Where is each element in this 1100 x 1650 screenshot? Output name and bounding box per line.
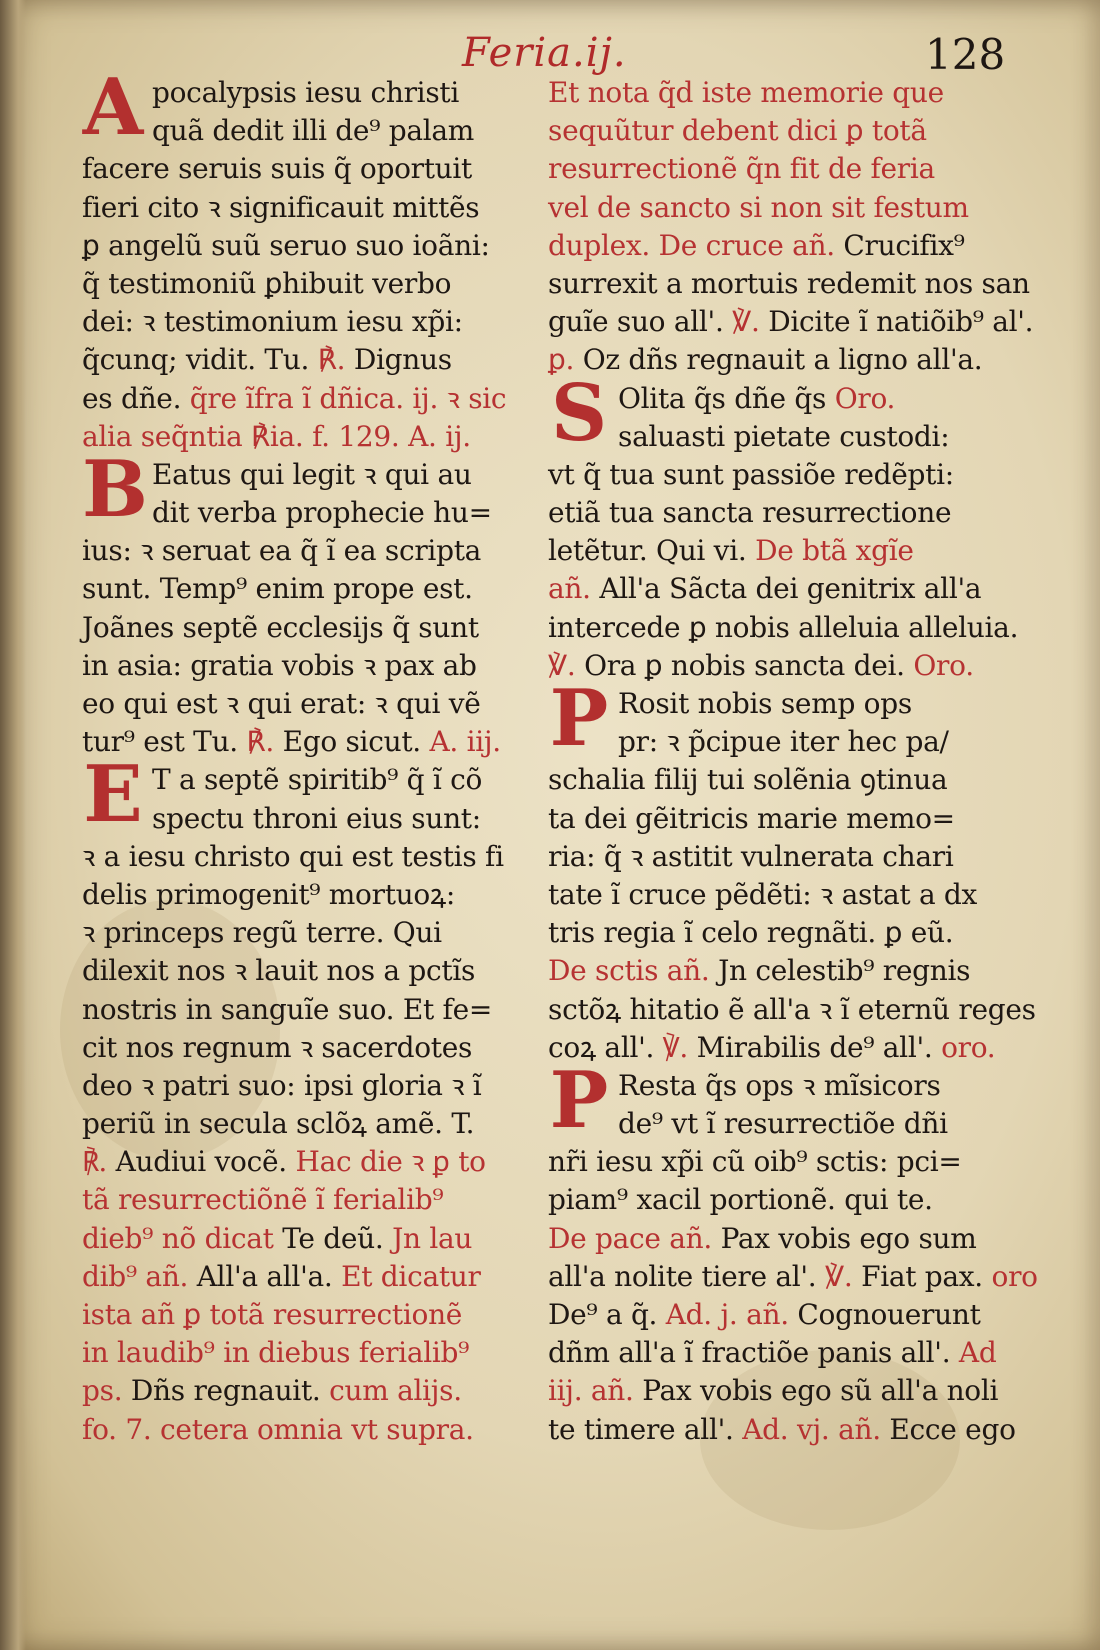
text-line <box>82 418 532 456</box>
body-text: tris regia ĩ celo regnãti. ꝑ eũ. <box>548 916 954 950</box>
body-text: Dñs regnauit. <box>130 1374 330 1408</box>
text-line <box>548 265 1030 303</box>
body-text: es dñe. <box>82 381 190 415</box>
text-line <box>82 150 532 188</box>
rubric-text: Et dicatur <box>341 1259 481 1293</box>
body-text: Joãnes septẽ ecclesijs q̃ sunt <box>82 610 479 644</box>
text-line <box>82 1067 532 1105</box>
body-text: Ego sicut. <box>282 725 430 759</box>
body-text: Resta q̃s ops ꝛ mĩsicors <box>618 1068 941 1102</box>
body-text: guĩe suo all'. <box>548 305 733 339</box>
body-text: Ora ꝑ nobis sancta dei. <box>584 648 914 682</box>
body-text: Jn celestib⁹ regnis <box>718 954 971 988</box>
rubric-text: Oro. <box>834 381 896 415</box>
text-line <box>548 609 1019 647</box>
body-text: Olita q̃s dñe q̃s <box>618 381 835 415</box>
body-text: nr̃i iesu xp̃i cũ oib⁹ sctis: pci= <box>548 1145 962 1179</box>
text-line <box>548 570 998 608</box>
initial-b: B <box>82 443 148 535</box>
body-text: De⁹ a q̃. <box>548 1298 666 1331</box>
rubric-text: q̃re ĩfra ĩ dñica. ij. ꝛ sic <box>189 381 507 415</box>
text-line <box>548 1334 998 1372</box>
body-text: surrexit a mortuis redemit nos san <box>548 266 1030 300</box>
text-line <box>548 380 998 418</box>
body-text: Dignus <box>353 343 452 377</box>
text-line <box>548 341 998 379</box>
paragraph-et-a-septem <box>82 749 532 1448</box>
body-text: ꝛ a iesu christo qui est testis fi <box>82 839 504 873</box>
body-text: Te deũ. <box>282 1221 393 1255</box>
text-line <box>548 991 1036 1029</box>
text-line <box>82 380 532 418</box>
text-line <box>548 723 998 761</box>
body-text: fieri cito ꝛ significauit mittẽs <box>82 190 480 224</box>
body-text: All'a all'a. <box>196 1259 342 1293</box>
text-line <box>548 112 998 150</box>
rubric-text: Ad <box>958 1336 997 1370</box>
body-text: delis primogenit⁹ mortuoꝝ: <box>82 877 455 911</box>
rubric-text: ℟. <box>246 725 283 759</box>
initial-e: E <box>83 749 143 841</box>
body-text: pocalypsis iesu christi <box>152 76 460 109</box>
body-text: dei: ꝛ testimonium iesu xp̃i: <box>82 305 463 339</box>
text-line <box>82 532 532 570</box>
text-block <box>548 673 1036 1067</box>
body-text: nostris in sanguĩe suo. Et fe= <box>82 992 493 1026</box>
body-text: deo ꝛ patri suo: ipsi gloria ꝛ ĩ <box>82 1068 482 1102</box>
text-line <box>82 189 532 227</box>
text-line <box>82 1258 532 1296</box>
rubric-text: Et nota q̃d iste memorie que <box>548 76 944 109</box>
body-text: facere seruis suis q̃ oportuit <box>82 152 473 186</box>
text-line <box>82 74 532 112</box>
left-column <box>82 62 532 1449</box>
rubric-text: Hac die ꝛ ꝑ to <box>295 1145 486 1179</box>
text-line <box>82 609 532 647</box>
text-line <box>548 876 998 914</box>
text-line <box>82 303 532 341</box>
rubric-text: De btã xgĩe <box>755 534 914 568</box>
rubric-text: duplex. De cruce añ. <box>548 228 844 262</box>
rubric-text: iij. añ. <box>548 1374 643 1408</box>
body-text: Rosit nobis semp ops <box>618 687 912 720</box>
text-line <box>548 914 998 952</box>
rubric-text: dieb⁹ nõ dicat <box>82 1221 283 1255</box>
text-line <box>82 952 532 990</box>
text-line <box>82 341 532 379</box>
right-column <box>548 74 1038 1449</box>
text-line <box>548 1067 998 1105</box>
text-block <box>548 74 1034 380</box>
rubric-text: De sctis añ. <box>548 954 719 988</box>
body-text: Audiui vocẽ. <box>115 1145 296 1179</box>
body-text: Cognouerunt <box>797 1298 981 1331</box>
body-text: periũ in secula sclõꝝ amẽ. T. <box>82 1107 475 1141</box>
body-text: in asia: gratia vobis ꝛ pax ab <box>82 648 477 682</box>
body-text: Pax vobis ego sũ all'a noli <box>642 1374 999 1408</box>
body-text: sctõꝝ hitatio ẽ all'a ꝛ ĩ eternũ reges <box>548 992 1036 1026</box>
body-text: etiã tua sancta resurrectione <box>548 496 952 530</box>
body-text: All'a Sãcta dei genitrix all'a <box>599 572 982 606</box>
body-text: vt q̃ tua sunt passiõe redẽpti: <box>548 457 954 491</box>
body-text: Oz dñs regnauit a ligno all'a. <box>582 343 983 377</box>
text-line <box>548 74 998 112</box>
rubric-text: Oro. <box>913 648 974 682</box>
text-line <box>548 1258 1038 1296</box>
rubric-text: ℟. <box>317 343 354 377</box>
text-line <box>548 532 998 570</box>
text-line <box>82 112 532 150</box>
paragraph-beatus <box>82 443 532 762</box>
paragraph-apocalypsis <box>82 62 532 456</box>
text-line <box>548 1105 998 1143</box>
body-text: q̃ testimoniũ ꝑhibuit verbo <box>82 266 452 300</box>
paragraph-prosit <box>548 673 1036 1067</box>
body-text: schalia filij tui solẽnia ꝯtinua <box>548 763 948 797</box>
text-line <box>548 303 1034 341</box>
body-text: te timere all'. <box>548 1412 743 1446</box>
text-line <box>82 1334 532 1372</box>
text-line <box>548 952 998 990</box>
body-text: intercede ꝑ nobis alleluia alleluia. <box>548 610 1019 644</box>
initial-p: P <box>549 1054 609 1146</box>
rubric-text: A. iij. <box>429 725 501 759</box>
text-line <box>548 647 998 685</box>
text-line <box>548 800 998 838</box>
body-text: tate ĩ cruce pẽdẽti: ꝛ astat a dx <box>548 877 978 911</box>
text-line <box>82 1296 532 1334</box>
text-line <box>82 1181 532 1219</box>
text-line <box>82 1143 532 1181</box>
body-text: Dicite ĩ natiõib⁹ al'. <box>768 305 1034 339</box>
rubric-text: tã resurrectiõnẽ ĩ ferialib⁹ <box>82 1183 444 1217</box>
body-text: sunt. Temp⁹ enim prope est. <box>82 572 473 606</box>
text-line <box>548 1372 998 1410</box>
body-text: pr: ꝛ p̃cipue iter hec pa/ <box>618 725 949 759</box>
initial-s: S <box>550 367 608 459</box>
text-line <box>548 1181 998 1219</box>
rubric-text: ℣. <box>662 1030 697 1064</box>
text-line <box>548 1296 998 1334</box>
rubric-text: cum alijs. <box>329 1374 462 1408</box>
text-line <box>82 456 532 494</box>
text-line <box>82 991 532 1029</box>
body-text: Pax vobis ego sum <box>720 1221 977 1255</box>
rubric-text: dib⁹ añ. <box>82 1259 197 1293</box>
text-line <box>548 1029 998 1067</box>
body-text: quã dedit illi de⁹ palam <box>152 114 475 148</box>
paragraph-presta <box>548 1054 1038 1449</box>
text-line <box>548 761 998 799</box>
text-block <box>548 1054 1038 1449</box>
body-text: q̃cunq; vidit. Tu. <box>82 343 318 377</box>
body-text: spectu throni eius sunt: <box>152 801 481 835</box>
rubric-text: resurrectionẽ q̃n fit de feria <box>548 152 935 186</box>
text-line <box>82 1411 532 1449</box>
body-text: T a septẽ spiritib⁹ q̃ ĩ cõ <box>152 763 483 797</box>
rubric-text: oro. <box>941 1030 996 1064</box>
body-text: Fiat pax. <box>861 1259 992 1293</box>
body-text: ius: ꝛ seruat ea q̃ ĩ ea scripta <box>82 534 482 568</box>
text-line <box>548 1411 1016 1449</box>
text-line <box>82 570 532 608</box>
rubric-text: Ad. j. añ. <box>665 1298 798 1331</box>
rubric-text: in laudib⁹ in diebus ferialib⁹ <box>82 1336 470 1370</box>
text-line <box>548 189 998 227</box>
body-text: de⁹ vt ĩ resurrectiõe dñi <box>618 1107 948 1141</box>
text-line <box>82 838 532 876</box>
text-line <box>548 1143 998 1181</box>
body-text: dit verba prophecie hu= <box>152 496 492 530</box>
body-text: Ecce ego <box>889 1412 1016 1446</box>
rubric-text: oro <box>991 1259 1038 1293</box>
text-block <box>82 749 532 1448</box>
body-text: dñm all'a ĩ fractiõe panis all'. <box>548 1336 959 1370</box>
folio-number: 128 <box>925 30 1006 79</box>
body-text: ria: q̃ ꝛ astitit vulnerata chari <box>548 839 954 873</box>
text-line <box>82 876 532 914</box>
page-gutter <box>0 0 26 1650</box>
text-line <box>548 418 998 456</box>
body-text: coꝝ all'. <box>548 1030 663 1064</box>
rubric-text: Ad. vj. añ. <box>742 1412 890 1446</box>
rubric-text: fo. 7. cetera omnia vt supra. <box>82 1412 474 1446</box>
text-line <box>82 227 532 265</box>
text-line <box>82 494 532 532</box>
text-line <box>82 723 532 761</box>
text-block <box>82 62 532 456</box>
text-line <box>548 150 998 188</box>
rubric-text: De pace añ. <box>548 1221 721 1255</box>
rubric-text: alia seq̃ntia ℟ia. f. 129. A. ij. <box>82 419 471 453</box>
paragraph-solita <box>548 367 1019 686</box>
body-text: dilexit nos ꝛ lauit nos a pctĩs <box>82 954 476 988</box>
text-line <box>548 1220 998 1258</box>
rubric-text: ꝑ. <box>548 343 583 377</box>
body-text: eo qui est ꝛ qui erat: ꝛ qui vẽ <box>82 687 481 720</box>
text-line <box>82 1220 532 1258</box>
initial-p: P <box>549 673 609 764</box>
text-line <box>82 1372 532 1410</box>
text-line <box>82 647 532 685</box>
initial-a: A <box>82 62 144 153</box>
rubric-text: vel de sancto si non sit festum <box>548 190 969 224</box>
body-text: Eatus qui legit ꝛ qui au <box>152 457 472 491</box>
body-text: Mirabilis de⁹ all'. <box>696 1030 942 1064</box>
text-line <box>82 800 532 838</box>
rubric-text: ista añ ꝑ totã resurrectionẽ <box>82 1298 463 1331</box>
text-block <box>82 443 532 762</box>
rubric-text: ps. <box>82 1374 131 1408</box>
text-line <box>82 265 532 303</box>
body-text: Crucifix⁹ <box>843 228 965 262</box>
rubric-text: añ. <box>548 572 600 606</box>
body-text: piam⁹ xacil portionẽ. qui te. <box>548 1183 933 1217</box>
text-line <box>82 914 532 952</box>
rubric-text: ℣. <box>825 1259 862 1293</box>
body-text: saluasti pietate custodi: <box>618 419 950 453</box>
text-line <box>548 494 998 532</box>
rubric-text: Jn lau <box>392 1221 473 1255</box>
rubric-text: ℣. <box>732 305 769 339</box>
running-head: Feria.ij. <box>462 30 627 76</box>
rubric-text: sequũtur debent dici ꝑ totã <box>548 114 927 148</box>
text-line <box>82 685 532 723</box>
body-text: letẽtur. Qui vi. <box>548 534 756 568</box>
text-line <box>548 227 998 265</box>
text-line <box>548 685 998 723</box>
body-text: all'a nolite tiere al'. <box>548 1259 825 1293</box>
body-text: cit nos regnum ꝛ sacerdotes <box>82 1030 473 1064</box>
body-text: tur⁹ est Tu. <box>82 725 247 759</box>
text-line <box>82 1029 532 1067</box>
text-line <box>82 761 532 799</box>
text-line <box>548 838 998 876</box>
text-line <box>82 1105 532 1143</box>
body-text: ta dei gẽitricis marie memo= <box>548 801 955 835</box>
text-block <box>548 367 1019 686</box>
body-text: ꝛ princeps regũ terre. Qui <box>82 916 442 950</box>
body-text: ꝑ angelũ suũ seruo suo ioãni: <box>82 228 490 262</box>
text-line <box>548 456 998 494</box>
rubric-text: ℣. <box>548 648 585 682</box>
rubric-text: ℟. <box>82 1145 116 1179</box>
